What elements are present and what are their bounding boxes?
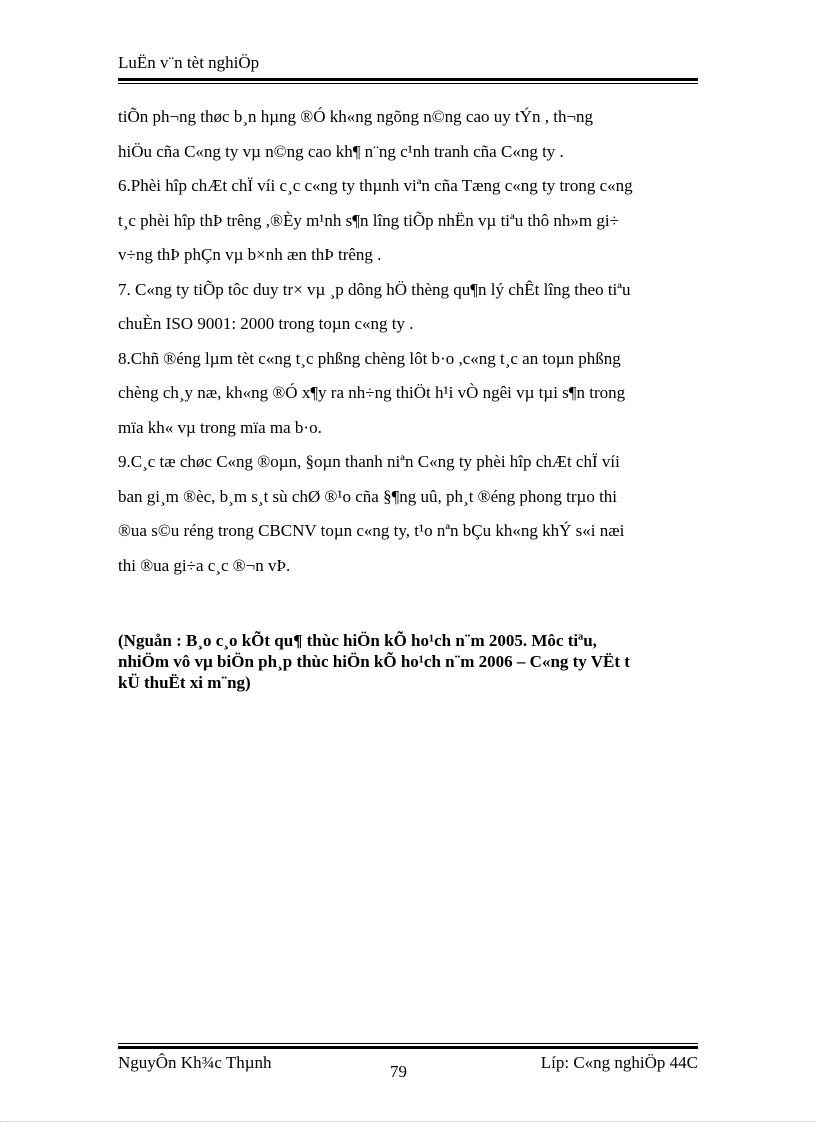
body-line: mïa kh« vµ trong mïa ma b·o.	[118, 417, 322, 437]
body-line: 6.Phèi hîp chÆt chÏ víi c¸c c«ng ty thµnh viªn cña Tæng c«ng ty trong c«ng	[118, 176, 633, 195]
body-line: tiÕn ph¬ng thøc b¸n hµng ®Ó kh«ng ngõng n©ng cao uy tÝn , th¬ng	[118, 107, 594, 126]
header-title: LuËn v¨n tèt nghiÖp	[118, 53, 260, 72]
header-rule-thin	[118, 83, 698, 84]
body-line: thi ®ua gi÷a c¸c ®¬n vÞ.	[118, 555, 291, 575]
page-number: 79	[390, 1062, 407, 1081]
body-line: chuÈn ISO 9001: 2000 trong toµn c«ng ty .	[118, 314, 414, 333]
body-line: 8.Chñ ®éng lµm tèt c«ng t¸c phßng chèng lôt b·o ,c«ng t¸c an toµn phßng	[118, 348, 621, 368]
body-line: 9.C¸c tæ chøc C«ng ®oµn, §oµn thanh niªn C«ng ty phèi hîp chÆt chÏ víi	[118, 452, 620, 471]
body-line: t¸c phèi hîp thÞ trêng ,®Èy m¹nh s¶n lîng tiÕp nhËn vµ tiªu thô nh»m gi÷	[118, 210, 619, 230]
body-line: ban gi¸m ®èc, b¸m s¸t sù chØ ®¹o cña §¶ng uû, ph¸t ®éng phong trµo thi	[118, 486, 618, 506]
footer-class-label: Líp: C«ng nghiÖp 44C	[540, 1053, 698, 1072]
body-line: ®ua s©u réng trong CBCNV toµn c«ng ty, t¹o nªn bÇu kh«ng khÝ s«i næi	[118, 521, 625, 540]
body-line: 7. C«ng ty tiÕp tôc duy tr× vµ ¸p dông hÖ thèng qu¶n lý chÊt lîng theo tiªu	[118, 279, 631, 299]
body-line: hiÖu cña C«ng ty vµ n©ng cao kh¶ n¨ng c¹nh tranh cña C«ng ty .	[118, 141, 564, 161]
footer-rule-thin	[118, 1043, 698, 1044]
body-line: chèng ch¸y næ, kh«ng ®Ó x¶y ra nh÷ng thiÖt h¹i vÒ ngêi vµ tµi s¶n trong	[118, 383, 626, 402]
header-rule-thick	[118, 78, 698, 81]
page-bottom-edge	[0, 1121, 816, 1122]
body-text	[118, 100, 718, 583]
footer-author: NguyÔn Kh¾c Thµnh	[118, 1053, 272, 1072]
source-line: nhiÖm vô vµ biÖn ph¸p thùc hiÖn kÕ ho¹ch n¨m 2006 – C«ng ty VËt t	[118, 652, 630, 671]
source-citation	[118, 630, 718, 693]
footer-rule-thick	[118, 1046, 698, 1049]
page-header	[118, 52, 698, 84]
body-line: v÷ng thÞ phÇn vµ b×nh æn thÞ trêng .	[118, 245, 382, 264]
source-line: (Nguån : B¸o c¸o kÕt qu¶ thùc hiÖn kÕ ho¹ch n¨m 2005. Môc tiªu,	[118, 631, 597, 650]
source-line: kÜ thuËt xi m¨ng)	[118, 673, 251, 692]
page-footer	[118, 1043, 698, 1093]
